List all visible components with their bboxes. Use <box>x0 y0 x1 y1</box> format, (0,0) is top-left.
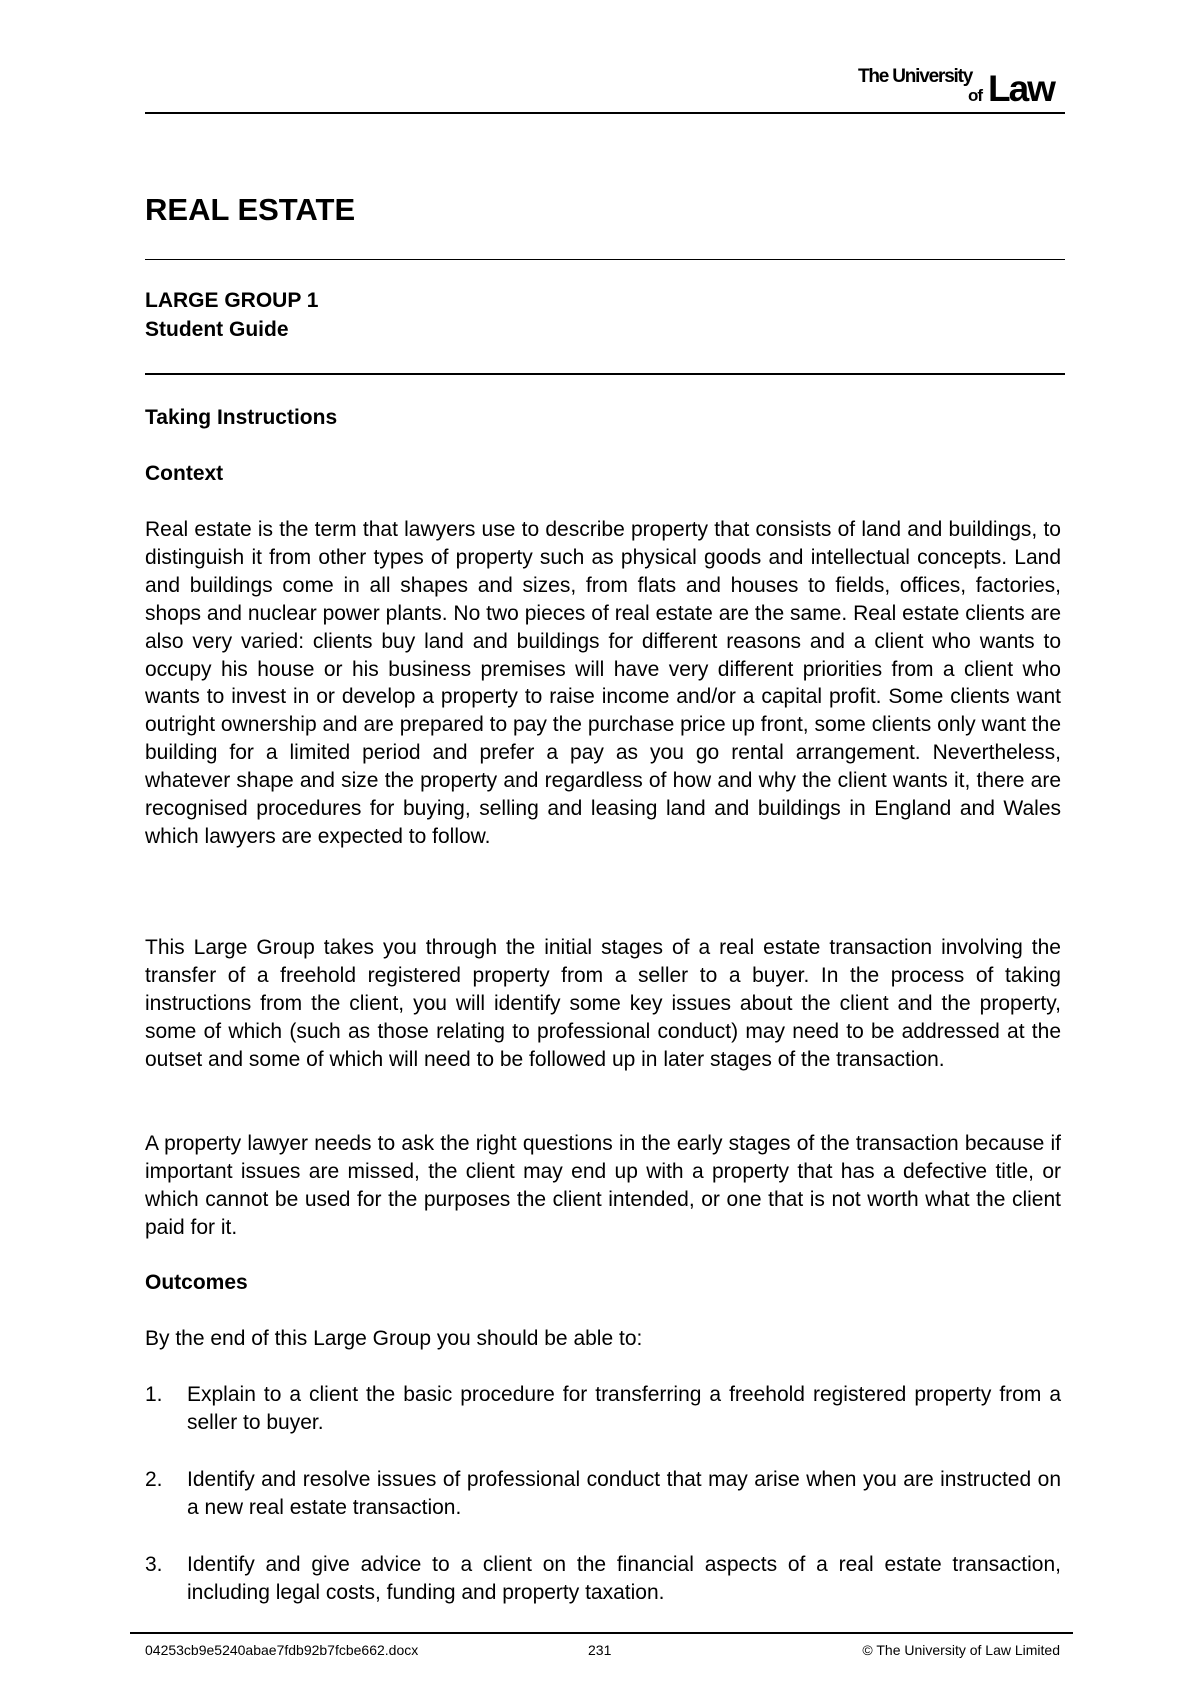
logo-line-1: The University <box>858 66 973 87</box>
group-label: LARGE GROUP 1 <box>145 289 319 312</box>
list-item <box>145 1381 1061 1437</box>
list-item <box>145 1551 1061 1607</box>
context-paragraph-2: This Large Group takes you through the initial stages of a real estate transaction involving the transfer of a freehold registered property from a seller to a buyer. In the process of taking instructions from the client, you will identify some key issues about the client and the property, some of which (such as those relating to professional conduct) may need to be addressed at the outset and some of which will need to be followed up in later stages of the transaction. <box>145 936 1061 1071</box>
list-item-text: Identify and give advice to a client on the financial aspects of a real estate transaction, including legal costs, funding and property taxation. <box>187 1552 1061 1604</box>
document-title: REAL ESTATE <box>145 192 356 227</box>
list-item-text: Explain to a client the basic procedure for transferring a freehold registered property from a seller to buyer. <box>187 1383 1061 1434</box>
header-divider <box>145 112 1065 114</box>
footer-page-number: 231 <box>588 1642 612 1658</box>
outcomes-intro: By the end of this Large Group you should be able to: <box>145 1327 643 1350</box>
footer-divider <box>130 1632 1073 1634</box>
context-paragraph-1: Real estate is the term that lawyers use to describe property that consists of land and buildings, to distinguish it from other types of property such as physical goods and intellectual concepts. Land and buildings come in all shapes and sizes, from flats and houses to fields, offices, factories, shops and nuclear power plants. No two pieces of real estate are the same. Real estate clients are also very varied: clients buy land and buildings for different reasons and a client who wants to occupy his house or his business premises will have very different priorities from a client who wants to invest in or develop a property to raise income and/or a capital profit. Some clients want outright ownership and are prepared to pay the purchase price up front, some clients only want the building for a limited period and prefer a pay as you go rental arrangement. Nevertheless, whatever shape and size the property and regardless of how and why the client wants it, there are recognised procedures for buying, selling and leasing land and buildings in England and Wales which lawyers are expected to follow. <box>145 518 1061 848</box>
list-item-number: 1. <box>145 1383 163 1406</box>
university-logo <box>858 66 1068 109</box>
list-item-number: 2. <box>145 1467 163 1491</box>
outcomes-list <box>145 1381 1061 1635</box>
title-divider <box>145 259 1065 260</box>
list-item <box>145 1466 1061 1522</box>
section-title: Taking Instructions <box>145 406 338 429</box>
footer-filename: 04253cb9e5240abae7fdb92b7fcbe662.docx <box>145 1642 419 1658</box>
section-divider <box>145 373 1065 375</box>
outcomes-heading: Outcomes <box>145 1271 248 1294</box>
logo-line-3: Law <box>988 68 1054 109</box>
list-item-number: 3. <box>145 1552 163 1576</box>
context-heading: Context <box>145 462 224 485</box>
list-item-text: Identify and resolve issues of professional conduct that may arise when you are instructed on a new real estate transaction. <box>187 1467 1061 1519</box>
logo-line-2: of <box>968 86 983 105</box>
footer-copyright: © The University of Law Limited <box>862 1642 1060 1658</box>
context-paragraph-3: A property lawyer needs to ask the right questions in the early stages of the transaction because if important issues are missed, the client may end up with a property that has a defective title, or which cannot be used for the purposes the client intended, or one that is not worth what the client paid for it. <box>145 1132 1061 1239</box>
guide-label: Student Guide <box>145 318 289 341</box>
